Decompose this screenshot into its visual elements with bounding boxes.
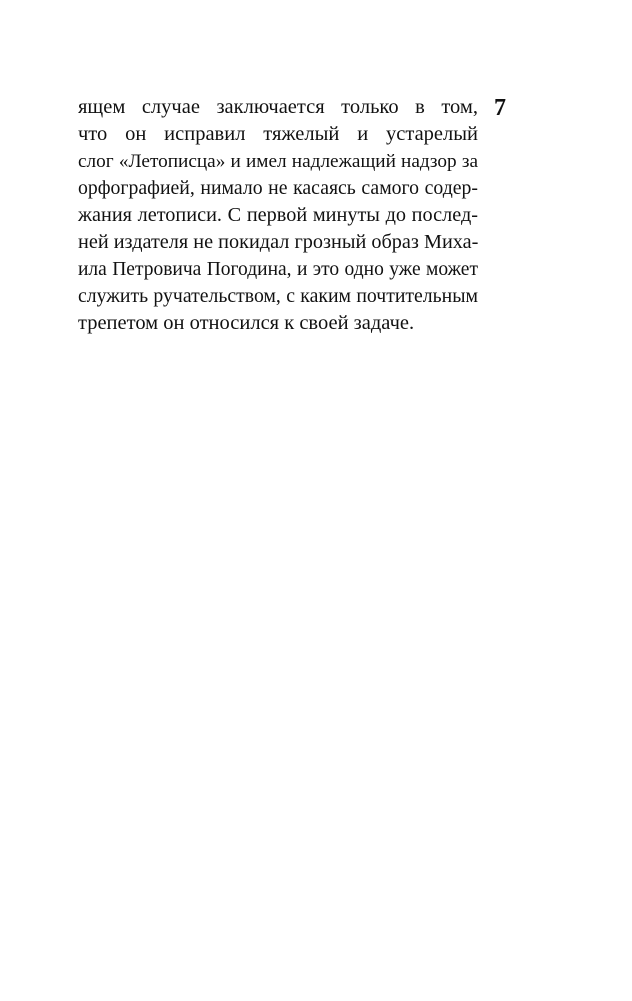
text-line: ней издателя не покидал грозный образ Миха- [78, 231, 479, 253]
text-line: слог «Летописца» и имел надлежащий надзор за [78, 151, 478, 172]
text-line: орфографией, нимало не касаясь самого содер- [78, 177, 478, 199]
text-line: что он исправил тяжелый и устарелый [78, 123, 478, 145]
body-text [78, 94, 478, 337]
text-line: служить ручательством, с каким почтительным [78, 285, 478, 307]
text-line: ила Петровича Погодина, и это одно уже может [78, 259, 478, 280]
text-line: трепетом он относился к своей задаче. [78, 312, 415, 334]
page-number: 7 [494, 95, 506, 121]
text-line: жания летописи. С первой минуты до послед- [78, 204, 478, 226]
text-line: ящем случае заключается только в том, [78, 96, 478, 118]
